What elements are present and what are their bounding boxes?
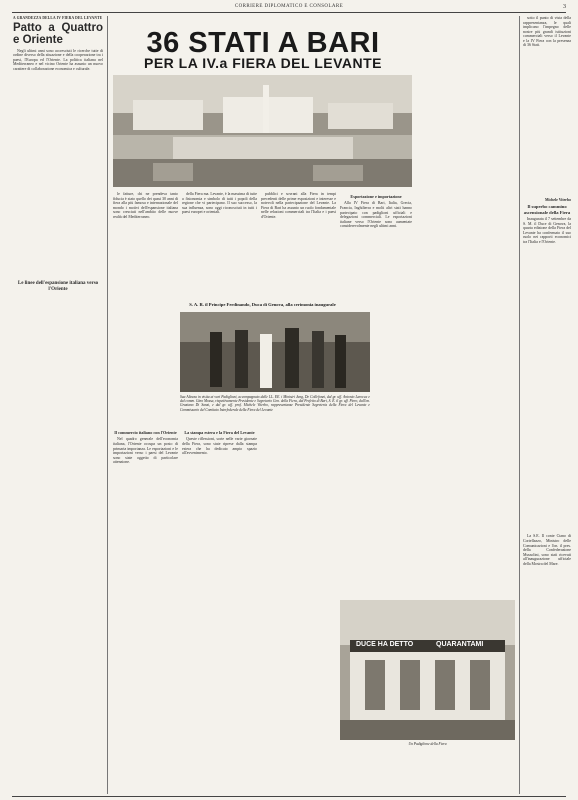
article-1-body: le fatture, chi ne prendeva tanto fiducia è stato quello dei quasi 30 anni di fiera alla più famosa e internazionale del mondo i motivi dell'espansione italiana sono cresciuti nell'ambito delle nuove realtà del Mediterraneo. <box>113 192 178 219</box>
article-5-title: Il commercio italiano con l'Oriente <box>114 430 177 435</box>
article-3-body: pubblici e sovrani alla Fiera in tempi precedenti delle prime esposizioni e interesse e notevoli nella partecipazione del Levante. La Fiera di Bari ha assunto un ruolo fondamentale nelle relazioni commerciali tra l'Italia e i paesi d'Oriente. <box>261 192 336 219</box>
right-article-subtitle: Il superbo cammino ascensionale della Fiera <box>523 204 571 215</box>
right-column-divider <box>519 16 520 794</box>
right-article-body-2: Inaugurata il 7 settembre da S. M. il Duce di Genova, la quarta edizione della Fiera del Levante ha confermato il suo ruolo nei rapporti economici tra l'Italia e l'Oriente. <box>523 217 571 244</box>
masthead-rule <box>12 12 566 13</box>
column-divider <box>107 16 108 794</box>
article-5 <box>113 428 178 558</box>
left-article-subtitle: Le linee dell'espansione italiana verso l'Oriente <box>17 281 99 292</box>
left-article-body: Negli ultimi anni sono accresciuti le ricerche tutte di ordine diverso della situazione e della cooperazione tra i paesi, l'Europa ed l'Oriente. La politica italiana nel Mediterraneo e nel vicino Oriente ha assunto un nuovo carattere di collaborazione economica e culturale. <box>13 48 103 71</box>
pavilion-caption: Un Padiglione della Fiera <box>408 742 447 746</box>
pavilion-sign-1: DUCE HA DETTO <box>356 641 414 648</box>
bottom-rule <box>12 796 566 797</box>
right-bottom-body: La S.E. Il conte Ciano di Cortellazzo, Ministro delle Comunicazioni e l'on. il pres. della Confederazione Mussolini, sono stati ricevuti all'inaugurazione ufficiale della Mostra del Mare. <box>523 534 571 566</box>
masthead-title: CORRIERE DIPLOMATICO E CONSOLARE <box>234 4 344 9</box>
article-2-body: della Fiera ma. Levante, è la massima di tutte a fisionomia e simbolo di tutti i popoli della regione che vi partecipano. Il suo successo, la sua influenza, sono oggi riconosciuti in tutti i paesi europei e orientali. <box>182 192 257 215</box>
pavilion-photo <box>340 600 515 740</box>
pavilion-image <box>340 600 515 740</box>
headline-sub: PER LA IV.a FIERA DEL LEVANTE <box>143 55 383 71</box>
article-3 <box>261 192 336 300</box>
right-article-body: sotto il punto di vista della rappresentanza, le quali implicano l'impegno delle nostre più grandi istituzioni commerciali verso il Levante e la IV Fiera con la presenza di 36 Stati. <box>523 16 571 48</box>
left-article-title: Patto a Quattro e Oriente <box>13 21 103 46</box>
article-5-body: Nel quadro generale dell'economia italiana, l'Oriente occupa un posto di primaria importanza. Le esportazioni e le importazioni verso i paesi del Levante sono state oggetto di particolare attenzione. <box>113 437 178 465</box>
article-2 <box>182 192 257 300</box>
article-6-title: La stampa estera e la Fiera del Levante <box>184 430 255 435</box>
article-6 <box>182 428 257 558</box>
photo-caption-text: Sua Altezza in visita ai vari Padiglioni, accompagnato dalle LL. EE. i Ministri Jung, De Collefonzi, dal gr. uff. Antonio Larocca e dal comm. Gino Mossa, rispettivamente Presidente e Segretario Gen. della Fiera, dal Prefetto di Bari, S. E. il gr. uff. Piero, dall'on. Graziano Di Sanzi, e dal gr. uff. prof. Michele Viterbo, rappresentanze Presidente Segreteria della Fiera del Levante e Commissario del Comitato Interfederale della Fiera del Levante <box>180 395 370 412</box>
right-article <box>523 16 571 794</box>
page-number: 3 <box>563 4 566 10</box>
prince-ceremony-photo <box>180 312 370 392</box>
prince-ceremony-image <box>180 312 370 392</box>
headline-main: 36 STATI A BARI <box>146 27 380 59</box>
fair-panorama-image <box>113 75 412 187</box>
fair-panorama-photo <box>113 75 412 187</box>
article-4-subtitle: Esportazione e importazione <box>350 194 402 199</box>
left-article-kicker: A GRANDEZZA DELLA IV FIERA DEL LEVANTE <box>13 16 103 20</box>
article-4 <box>340 192 412 300</box>
photo-title: S. A. R. il Principe Ferdinando, Duca di Genova, alla cerimonia inaugurale <box>189 302 336 307</box>
article-1 <box>113 192 178 300</box>
signature: Michele Viterbo <box>544 197 571 202</box>
left-article <box>13 16 103 794</box>
pavilion-sign-2: QUARANTAMI <box>436 641 484 648</box>
article-6-body: Queste riflessioni, sorte nelle varie giornate della Fiera, sono state riprese dalla stampa estera che ha dedicato ampio spazio all'avvenimento. <box>182 437 257 456</box>
article-4-body: Alla IV Fiera di Bari, Italia, Grecia, Francia, Inghilterra e molti altri stati hanno partecipato con padiglioni ufficiali e delegazioni commerciali. Le esportazioni italiane verso l'Oriente sono aumentate considerevolmente negli ultimi anni. <box>340 201 412 229</box>
